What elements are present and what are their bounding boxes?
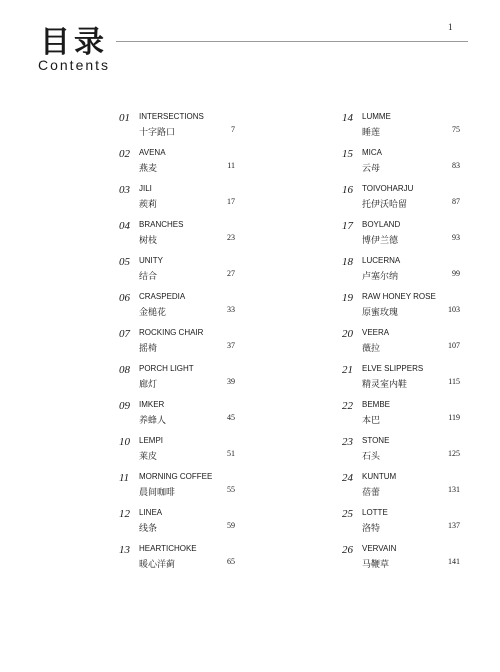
entry-number: 13 — [119, 544, 130, 556]
toc-entry[interactable] — [342, 218, 460, 254]
entry-chinese-title: 洛特 — [362, 524, 381, 534]
entry-page: 45 — [227, 413, 235, 422]
entry-title: HEARTICHOKE — [139, 544, 197, 553]
toc-entry[interactable] — [119, 362, 235, 398]
entry-page: 75 — [452, 125, 460, 134]
entry-title: BOYLAND — [362, 220, 401, 229]
entry-chinese-title: 睡莲 — [362, 128, 381, 138]
entry-page: 27 — [227, 269, 235, 278]
entry-title: LOTTE — [362, 508, 388, 517]
entry-number: 16 — [342, 184, 353, 196]
entry-title: CRASPEDIA — [139, 292, 186, 301]
entry-number: 22 — [342, 400, 353, 412]
entry-title: ELVE SLIPPERS — [362, 364, 424, 373]
entry-number: 03 — [119, 184, 130, 196]
entry-chinese-title: 托伊沃哈留 — [362, 200, 408, 210]
entry-page: 115 — [448, 377, 460, 386]
entry-page: 103 — [448, 305, 460, 314]
entry-number: 04 — [119, 220, 130, 232]
entry-title: JILI — [139, 184, 152, 193]
toc-entry[interactable] — [342, 398, 460, 434]
entry-number: 14 — [342, 112, 353, 124]
entry-number: 20 — [342, 328, 353, 340]
entry-number: 18 — [342, 256, 353, 268]
entry-page: 119 — [448, 413, 460, 422]
entry-chinese-title: 树枝 — [139, 236, 158, 246]
entry-page: 59 — [227, 521, 235, 530]
toc-entry[interactable] — [119, 146, 235, 182]
entry-title: LUMME — [362, 112, 391, 121]
toc-entry[interactable] — [119, 542, 235, 578]
page-number: 1 — [448, 22, 453, 32]
toc-entry[interactable] — [342, 110, 460, 146]
entry-title: STONE — [362, 436, 390, 445]
entry-number: 23 — [342, 436, 353, 448]
entry-chinese-title: 金槌花 — [139, 308, 167, 318]
toc-entry[interactable] — [119, 434, 235, 470]
entry-number: 26 — [342, 544, 353, 556]
page-title: 目录 — [40, 26, 108, 59]
entry-page: 107 — [448, 341, 460, 350]
entry-chinese-title: 晨间咖啡 — [139, 488, 176, 498]
toc-entry[interactable] — [119, 506, 235, 542]
entry-number: 09 — [119, 400, 130, 412]
toc-right-column — [342, 110, 460, 578]
toc-entry[interactable] — [342, 470, 460, 506]
toc-left-column — [119, 110, 235, 578]
entry-title: RAW HONEY ROSE — [362, 292, 436, 301]
entry-title: INTERSECTIONS — [139, 112, 204, 121]
entry-page: 87 — [452, 197, 460, 206]
entry-page: 99 — [452, 269, 460, 278]
entry-page: 83 — [452, 161, 460, 170]
entry-page: 39 — [227, 377, 235, 386]
toc-entry[interactable] — [342, 542, 460, 578]
entry-chinese-title: 暖心洋蓟 — [139, 560, 176, 570]
entry-number: 05 — [119, 256, 130, 268]
entry-page: 37 — [227, 341, 235, 350]
entry-title: TOIVOHARJU — [362, 184, 414, 193]
entry-title: IMKER — [139, 400, 165, 409]
entry-chinese-title: 博伊兰德 — [362, 236, 399, 246]
toc-entry[interactable] — [119, 182, 235, 218]
entry-page: 7 — [231, 125, 235, 134]
page-subtitle: Contents — [38, 57, 111, 73]
entry-chinese-title: 燕麦 — [139, 164, 158, 174]
entry-chinese-title: 云母 — [362, 164, 381, 174]
toc-entry[interactable] — [342, 362, 460, 398]
toc-entry[interactable] — [119, 290, 235, 326]
toc-entry[interactable] — [342, 146, 460, 182]
entry-number: 12 — [119, 508, 130, 520]
toc-entry[interactable] — [119, 218, 235, 254]
entry-page: 11 — [227, 161, 235, 170]
entry-title: BRANCHES — [139, 220, 184, 229]
toc-entry[interactable] — [342, 182, 460, 218]
toc-entry[interactable] — [119, 470, 235, 506]
entry-number: 15 — [342, 148, 353, 160]
toc-entry[interactable] — [342, 290, 460, 326]
entry-chinese-title: 养蜂人 — [139, 416, 167, 426]
entry-page: 51 — [227, 449, 235, 458]
entry-chinese-title: 原蜜玫瑰 — [362, 308, 399, 318]
entry-title: UNITY — [139, 256, 163, 265]
toc-entry[interactable] — [342, 434, 460, 470]
entry-title: MORNING COFFEE — [139, 472, 213, 481]
entry-title: LUCERNA — [362, 256, 401, 265]
entry-page: 137 — [448, 521, 460, 530]
entry-page: 33 — [227, 305, 235, 314]
entry-title: ROCKING CHAIR — [139, 328, 204, 337]
entry-number: 24 — [342, 472, 353, 484]
entry-title: BEMBE — [362, 400, 391, 409]
entry-chinese-title: 马鞭草 — [362, 560, 390, 570]
entry-number: 06 — [119, 292, 130, 304]
entry-chinese-title: 廊灯 — [139, 380, 158, 390]
entry-number: 25 — [342, 508, 353, 520]
entry-chinese-title: 线条 — [139, 524, 158, 534]
entry-number: 10 — [119, 436, 130, 448]
entry-number: 11 — [119, 472, 130, 484]
entry-number: 07 — [119, 328, 130, 340]
entry-chinese-title: 莱皮 — [139, 452, 158, 462]
entry-chinese-title: 本巴 — [362, 416, 381, 426]
entry-chinese-title: 卢塞尔纳 — [362, 272, 399, 282]
toc-entry[interactable] — [342, 254, 460, 290]
entry-title: AVENA — [139, 148, 166, 157]
entry-number: 17 — [342, 220, 353, 232]
toc-entry[interactable] — [119, 326, 235, 362]
entry-page: 141 — [448, 557, 460, 566]
entry-page: 131 — [448, 485, 460, 494]
entry-chinese-title: 摇椅 — [139, 344, 158, 354]
entry-page: 93 — [452, 233, 460, 242]
entry-number: 08 — [119, 364, 130, 376]
entry-title: PORCH LIGHT — [139, 364, 194, 373]
entry-chinese-title: 十字路口 — [139, 128, 176, 138]
entry-chinese-title: 精灵室内鞋 — [362, 380, 408, 390]
entry-title: VEERA — [362, 328, 390, 337]
title-divider — [116, 41, 468, 42]
entry-page: 55 — [227, 485, 235, 494]
entry-number: 21 — [342, 364, 353, 376]
entry-page: 23 — [227, 233, 235, 242]
entry-page: 65 — [227, 557, 235, 566]
entry-chinese-title: 石头 — [362, 452, 381, 462]
toc-entry[interactable] — [342, 506, 460, 542]
toc-entry[interactable] — [119, 254, 235, 290]
entry-chinese-title: 薇拉 — [362, 344, 381, 354]
entry-chinese-title: 结合 — [139, 272, 158, 282]
toc-entry[interactable] — [119, 398, 235, 434]
entry-title: KUNTUM — [362, 472, 397, 481]
entry-page: 125 — [448, 449, 460, 458]
entry-chinese-title: 蓓蕾 — [362, 488, 381, 498]
entry-chinese-title: 蒺莉 — [139, 200, 158, 210]
entry-title: LEMPI — [139, 436, 164, 445]
toc-entry[interactable] — [342, 326, 460, 362]
entry-number: 01 — [119, 112, 130, 124]
toc-entry[interactable] — [119, 110, 235, 146]
entry-number: 02 — [119, 148, 130, 160]
entry-title: VERVAIN — [362, 544, 397, 553]
entry-number: 19 — [342, 292, 353, 304]
entry-title: MICA — [362, 148, 382, 157]
entry-title: LINEA — [139, 508, 163, 517]
entry-page: 17 — [227, 197, 235, 206]
